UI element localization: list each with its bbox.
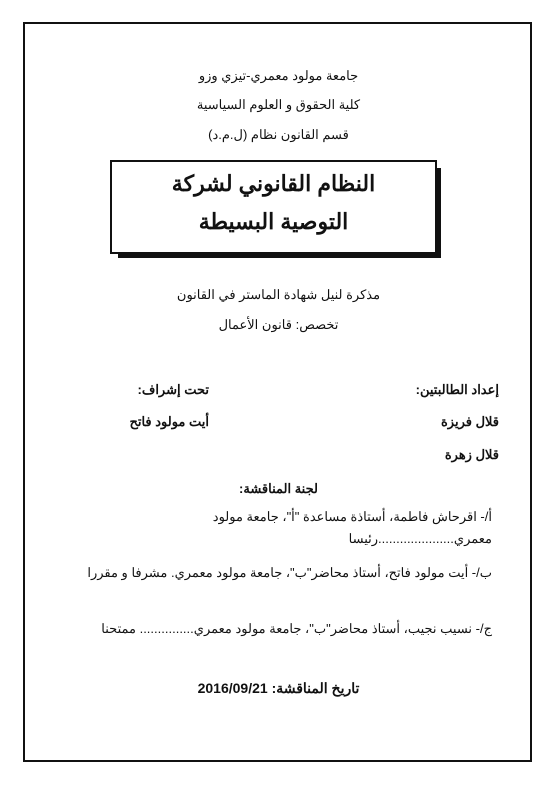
thesis-title-line-2: التوصية البسيطة — [198, 209, 349, 234]
students-label: إعداد الطالبتين: — [415, 382, 499, 397]
defense-date-label: تاريخ المناقشة: — [271, 680, 360, 696]
specialty: تخصص: قانون الأعمال — [218, 317, 339, 332]
committee-member-1: أ/- اقرحاش فاطمة، أستاذة مساعدة "أ"، جامعة مولود معمري.....................رئيسا — [212, 509, 492, 546]
supervisor-name: أيت مولود فاتح — [129, 414, 209, 429]
defense-date: 2016/09/21 — [197, 680, 268, 696]
student-name-2: قلال زهرة — [444, 447, 499, 462]
committee-member-3: ج/- نسيب نجيب، أستاذ محاضر"ب"، جامعة مولود معمري............... ممتحنا — [101, 621, 492, 636]
committee-label: لجنة المناقشة: — [239, 481, 318, 496]
university-name: جامعة مولود معمري-تيزي وزو — [198, 68, 359, 83]
department-name: قسم القانون نظام (ل.م.د) — [208, 127, 349, 142]
committee-member-2: ب/- أيت مولود فاتح، أستاذ محاضر"ب"، جامعة مولود معمري. مشرفا و مقررا — [87, 565, 492, 580]
degree-statement: مذكرة لنيل شهادة الماستر في القانون — [176, 287, 381, 302]
title-box — [110, 160, 437, 254]
faculty-name: كلية الحقوق و العلوم السياسية — [196, 97, 361, 112]
supervisor-label: تحت إشراف: — [137, 382, 209, 397]
thesis-title-line-1: النظام القانوني لشركة — [171, 171, 376, 196]
defense-date-line — [0, 680, 557, 697]
student-name-1: قلال فريزة — [440, 414, 499, 429]
